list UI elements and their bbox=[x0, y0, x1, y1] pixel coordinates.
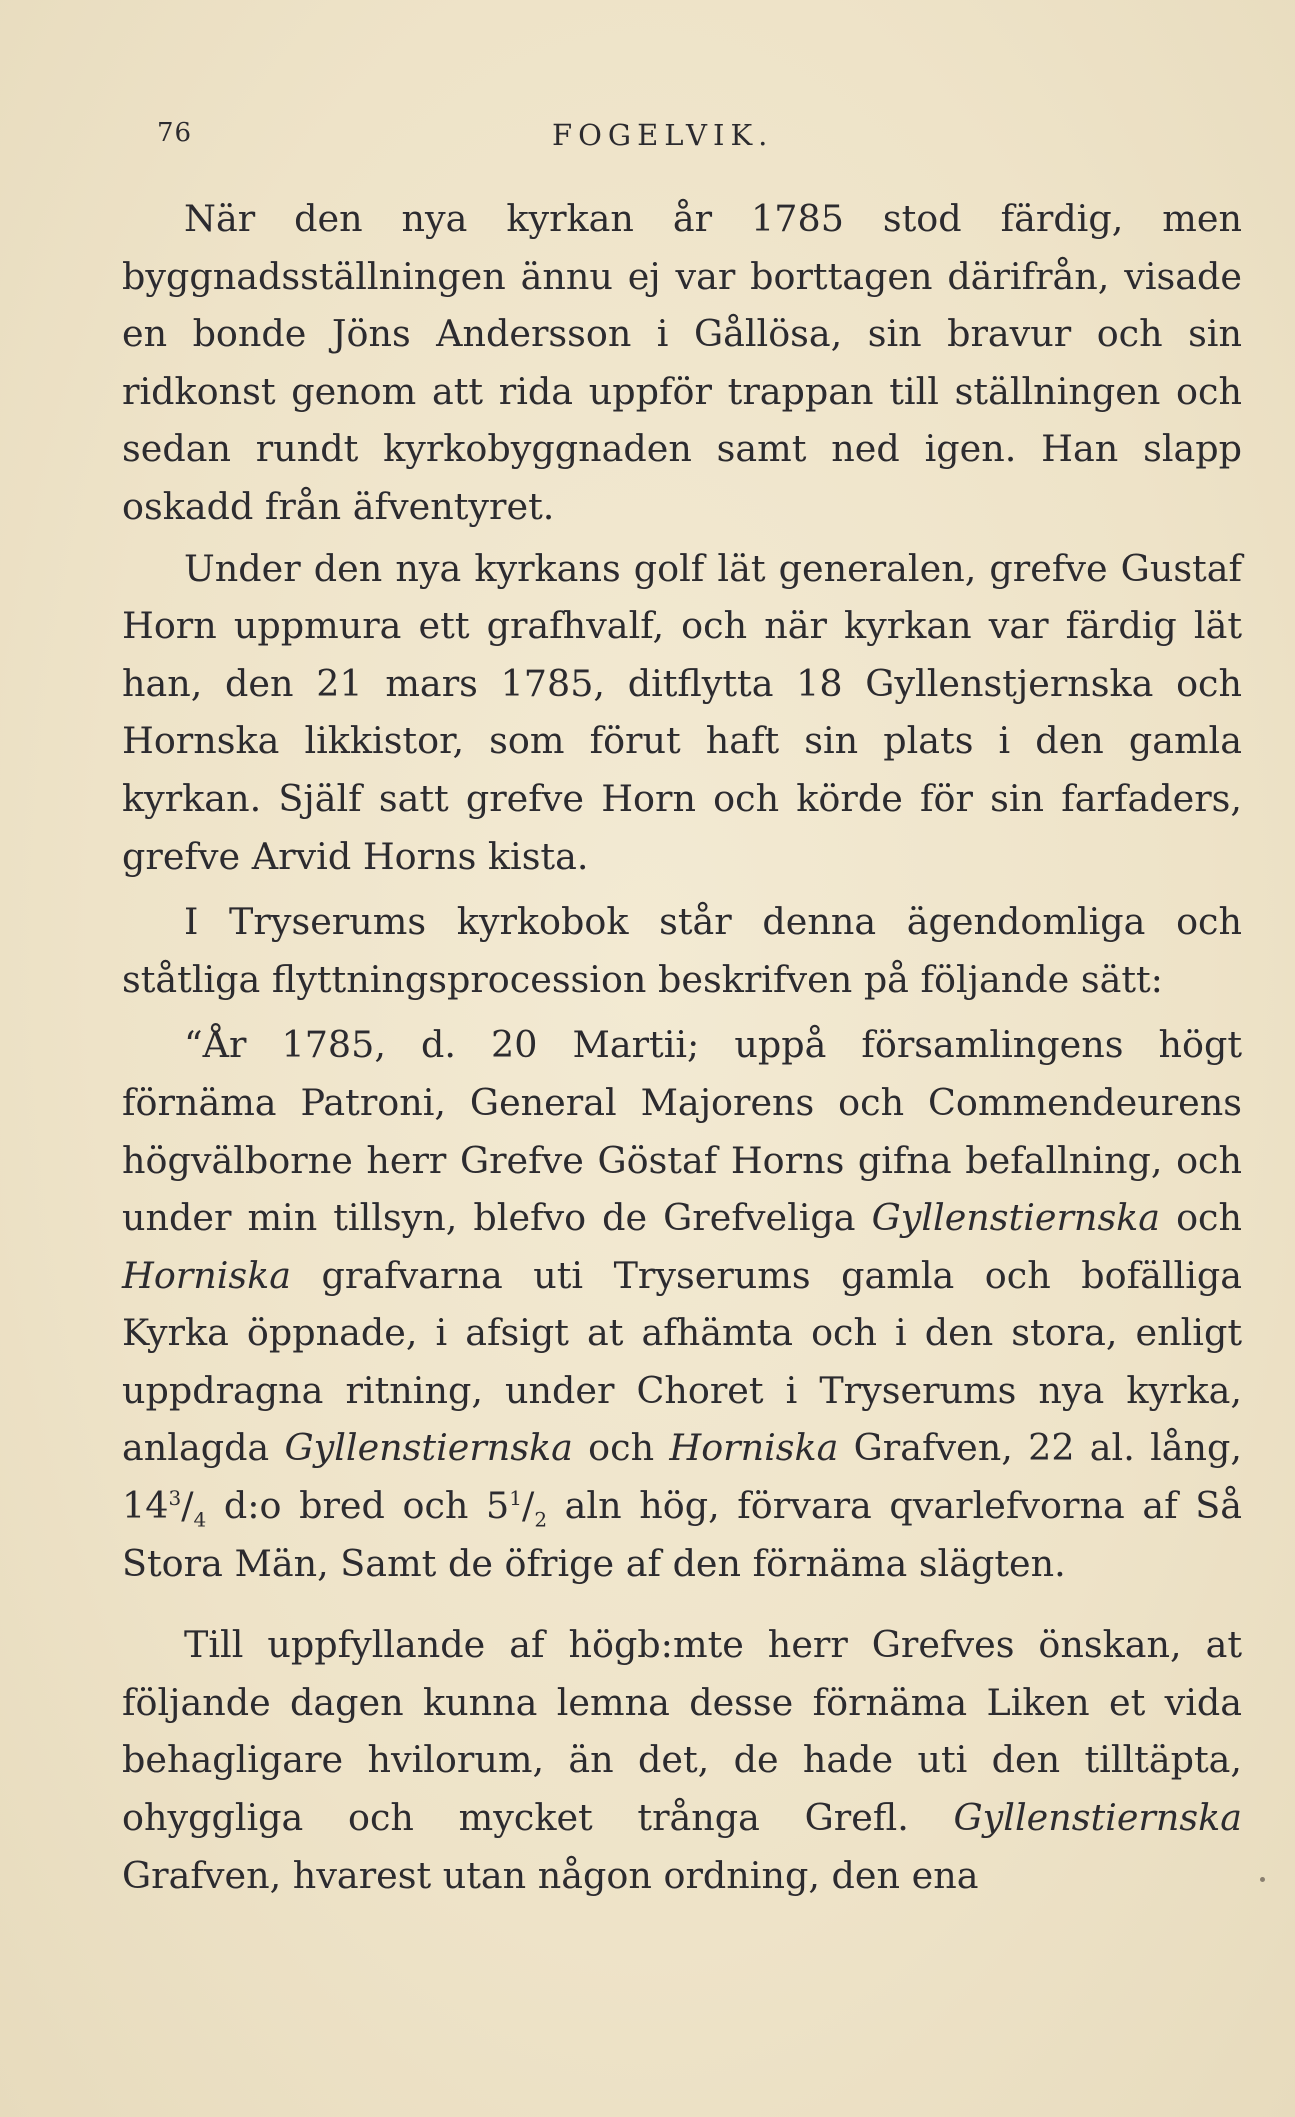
paragraph-5 bbox=[122, 1616, 1242, 1904]
paragraph-1: När den nya kyrkan år 1785 stod färdig, men byggnadsställningen ännu ej var borttagen därifrån, visade en bonde Jöns Andersson i Gållösa, sin bravur och sin ridkonst genom att rida uppför trappan till ställningen och sedan rundt kyrkobyggnaden samt ned igen. Han slapp oskadd från äfventyret. bbox=[122, 197, 1242, 528]
fraction-denominator: 2 bbox=[534, 1507, 548, 1532]
running-title: FOGELVIK. bbox=[552, 118, 774, 152]
fraction-one-half bbox=[509, 1484, 548, 1532]
fraction-three-quarters bbox=[168, 1484, 207, 1532]
paragraph-2: Under den nya kyrkans golf lät generalen, grefve Gustaf Horn uppmura ett grafhvalf, och när kyrkan var färdig lät han, den 21 mars 1785, ditflytta 18 Gyllenstjernska och Hornska likkistor, som förut haft sin plats i den gamla kyrkan. Själf satt grefve Horn och körde för sin farfaders, grefve Arvid Horns kista. bbox=[122, 546, 1242, 878]
fraction-numerator: 1 bbox=[509, 1485, 522, 1510]
paper-speck bbox=[1260, 1877, 1265, 1882]
quote-text: Grafven, 22 al. lång, 14 bbox=[122, 1426, 1242, 1528]
italic-name: Gyllenstiernska bbox=[871, 1196, 1161, 1240]
fraction-numerator: 3 bbox=[168, 1485, 182, 1510]
quote-text: och bbox=[572, 1426, 670, 1470]
paragraph-text: Grafven, hvarest utan någon ordning, den ena bbox=[122, 1853, 979, 1897]
quote-text: “År 1785, d. 20 Martii; uppå församlingens högt förnäma Patroni, General Majorens och Commendeurens högvälborne herr Grefve Göstaf Horns gifna befallning, och under min tillsyn, blefvo de Grefveliga bbox=[122, 1023, 1242, 1240]
italic-name: Gyllenstiernska bbox=[953, 1796, 1242, 1840]
fraction-slash: / bbox=[522, 1484, 535, 1528]
quote-text: aln hög, förvara qvarlefvorna af Så Stora Män, Samt de öfrige af den förnäma slägten. bbox=[122, 1484, 1242, 1585]
paragraph-3: I Tryserums kyrkobok står denna ägendomliga och ståtliga flyttningsprocession beskrifven på följande sätt: bbox=[122, 900, 1242, 1001]
paragraph-4-quote bbox=[122, 1016, 1242, 1592]
quote-text: d:o bred och 5 bbox=[206, 1484, 510, 1528]
paragraph-text: Till uppfyllande af högb:mte herr Grefves önskan, at följande dagen kunna lemna desse förnäma Liken et vida behagligare hvilorum, än det, de hade uti den tilltäpta, ohyggliga och mycket trånga Grefl. bbox=[122, 1623, 1242, 1840]
italic-name: Horniska bbox=[122, 1253, 292, 1297]
italic-name: Horniska bbox=[669, 1426, 839, 1470]
fraction-slash: / bbox=[181, 1484, 194, 1528]
page-number: 76 bbox=[157, 118, 193, 148]
italic-name: Gyllenstiernska bbox=[284, 1426, 573, 1470]
body-text bbox=[122, 190, 1242, 1904]
quote-text: grafvarna uti Tryserums gamla och bofälliga Kyrka öppnade, i afsigt at afhämta och i den stora, enligt uppdragna ritning, under Choret i Tryserums nya kyrka, anlagda bbox=[122, 1253, 1242, 1470]
page-header bbox=[122, 118, 1242, 158]
fraction-denominator: 4 bbox=[193, 1507, 207, 1532]
quote-text: och bbox=[1160, 1196, 1243, 1240]
